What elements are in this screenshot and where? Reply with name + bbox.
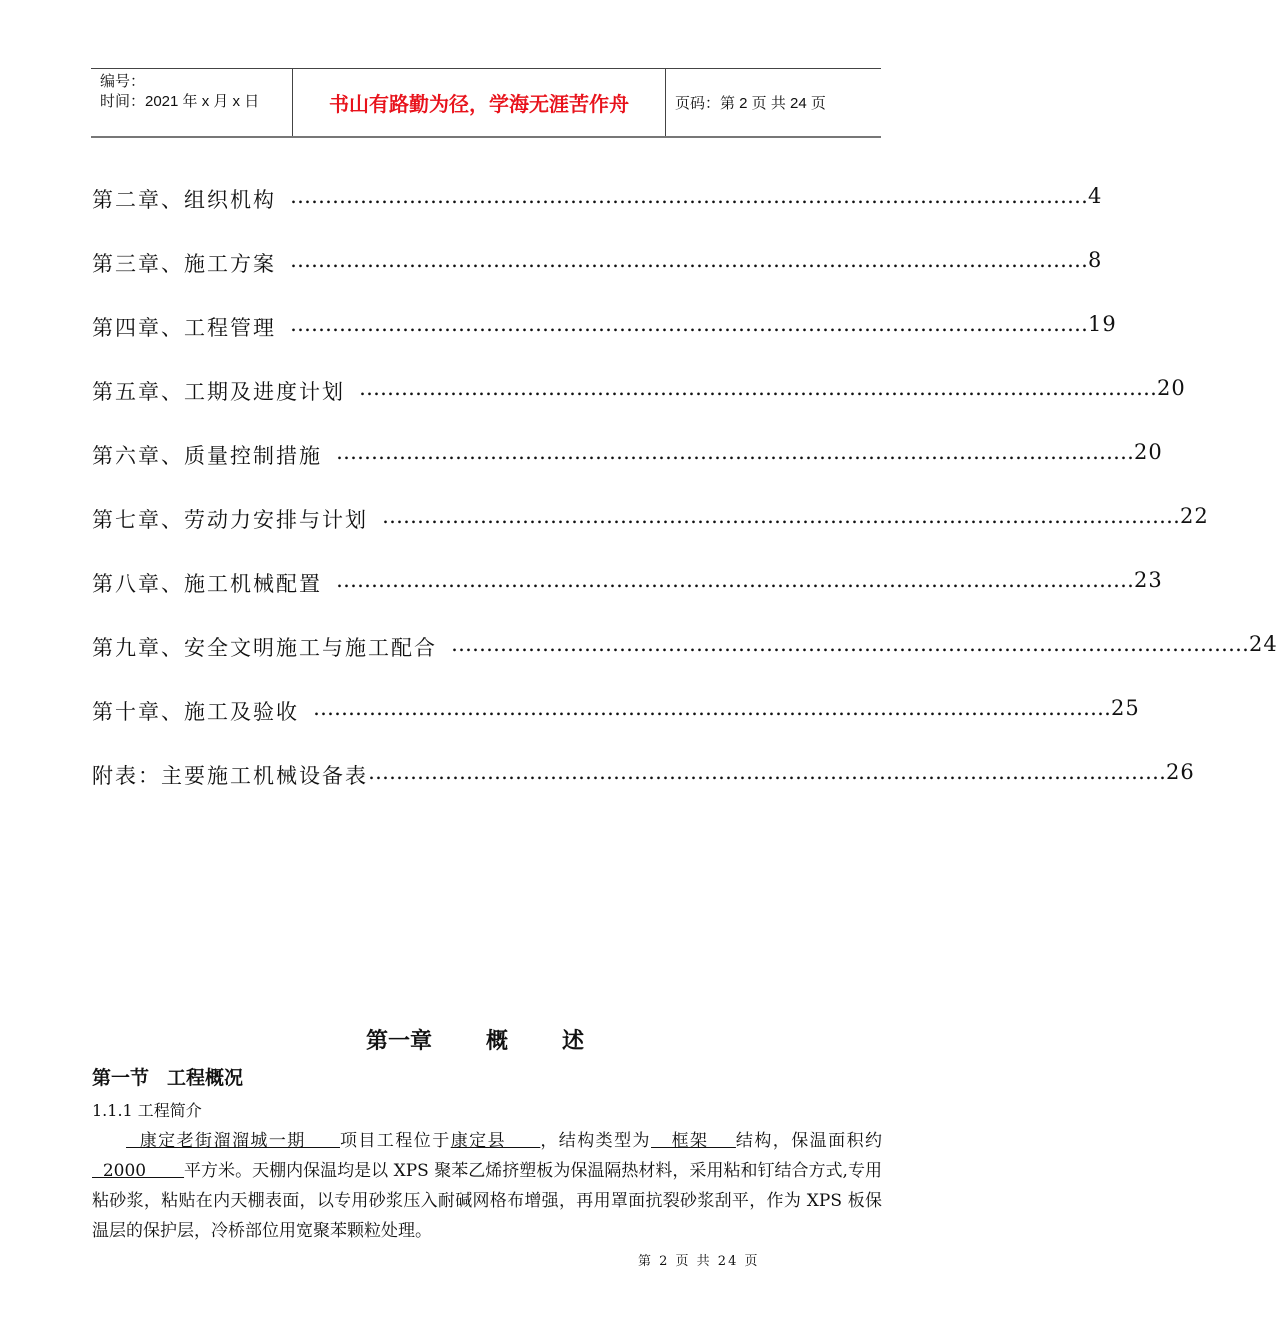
dot-leader: …………………………………………………………………………………………………… bbox=[336, 440, 1134, 464]
toc-entry[interactable] bbox=[92, 312, 1117, 376]
body-paragraph bbox=[92, 1126, 882, 1246]
toc-page: 22 bbox=[1180, 504, 1209, 528]
dot-leader: …………………………………………………………………………………………………… bbox=[368, 760, 1166, 784]
toc-entry[interactable] bbox=[92, 504, 1209, 568]
chapter-title-char: 述 bbox=[562, 1029, 585, 1054]
dot-leader: …………………………………………………………………………………………………… bbox=[290, 312, 1088, 336]
text: 平方米。天棚内保温均是以 XPS 聚苯乙烯挤塑板为保温隔热材料，采用粘和钉结合方式,专用粘砂浆，粘贴在内天棚表面，以专用砂浆压入耐碱网格布增强，再用罩面抗裂砂浆刮平，作为 XPS 板保温层的保护层，冷桥部位用宽聚苯颗粒处理。 bbox=[92, 1161, 882, 1241]
dot-leader: …………………………………………………………………………………………………… bbox=[313, 696, 1111, 720]
number-label: 编号： bbox=[100, 73, 146, 90]
page-footer: 第 2 页 共 24 页 bbox=[638, 1254, 760, 1269]
dot-leader: …………………………………………………………………………………………………… bbox=[336, 568, 1134, 592]
motto: 书山有路勤为径，学海无涯苦作舟 bbox=[293, 69, 666, 136]
toc-page: 26 bbox=[1166, 760, 1195, 784]
toc-page: 8 bbox=[1088, 248, 1103, 272]
toc-title: 附表：主要施工机械设备表 bbox=[92, 764, 368, 788]
toc-page: 20 bbox=[1157, 376, 1186, 400]
text: 项目工程位于 bbox=[340, 1131, 451, 1151]
toc-title: 第三章、施工方案 bbox=[92, 252, 276, 276]
toc-entry[interactable] bbox=[92, 376, 1186, 440]
location: 康定县 bbox=[450, 1131, 541, 1151]
toc-title: 第七章、劳动力安排与计划 bbox=[92, 508, 368, 532]
chapter-title-char: 概 bbox=[485, 1029, 508, 1054]
toc-page: 24 bbox=[1249, 632, 1278, 656]
section-title: 工程概况 bbox=[167, 1067, 244, 1089]
dot-leader: …………………………………………………………………………………………………… bbox=[451, 632, 1249, 656]
toc-title: 第二章、组织机构 bbox=[92, 188, 276, 212]
structure-type: 框架 bbox=[651, 1131, 736, 1151]
toc-page: 20 bbox=[1134, 440, 1163, 464]
toc-title: 第九章、安全文明施工与施工配合 bbox=[92, 636, 437, 660]
area: 2000 bbox=[92, 1161, 185, 1181]
toc-page: 25 bbox=[1111, 696, 1140, 720]
project-name: 康定老街溜溜城一期 bbox=[126, 1131, 340, 1151]
toc-page: 23 bbox=[1134, 568, 1163, 592]
text: ，结构类型为 bbox=[540, 1131, 652, 1151]
toc-title: 第五章、工期及进度计划 bbox=[92, 380, 345, 404]
page-header bbox=[91, 68, 881, 138]
toc-entry[interactable] bbox=[92, 248, 1103, 312]
toc-entry[interactable] bbox=[92, 184, 1103, 248]
chapter-heading bbox=[0, 1024, 950, 1055]
toc-entry[interactable] bbox=[92, 632, 1278, 696]
toc-title: 第八章、施工机械配置 bbox=[92, 572, 322, 596]
toc-page: 4 bbox=[1088, 184, 1103, 208]
toc-entry[interactable] bbox=[92, 760, 1195, 824]
text: 结构，保温面积约 bbox=[735, 1131, 883, 1151]
dot-leader: …………………………………………………………………………………………………… bbox=[290, 184, 1088, 208]
toc-title: 第六章、质量控制措施 bbox=[92, 444, 322, 468]
toc-title: 第十章、施工及验收 bbox=[92, 700, 299, 724]
header-info bbox=[91, 69, 293, 136]
dot-leader: …………………………………………………………………………………………………… bbox=[359, 376, 1157, 400]
dot-leader: …………………………………………………………………………………………………… bbox=[290, 248, 1088, 272]
dot-leader: …………………………………………………………………………………………………… bbox=[382, 504, 1180, 528]
section-heading bbox=[92, 1063, 243, 1090]
toc-entry[interactable] bbox=[92, 440, 1163, 504]
date-label: 时间：2021 年 x 月 x 日 bbox=[100, 93, 260, 110]
toc-entry[interactable] bbox=[92, 696, 1140, 760]
subsection-heading: 1.1.1 工程简介 bbox=[92, 1101, 202, 1120]
table-of-contents bbox=[92, 184, 1278, 824]
toc-title: 第四章、工程管理 bbox=[92, 316, 276, 340]
page-label: 页码：第 2 页 共 24 页 bbox=[675, 95, 826, 112]
toc-entry[interactable] bbox=[92, 568, 1163, 632]
section-number: 第一节 bbox=[92, 1067, 150, 1089]
toc-page: 19 bbox=[1088, 312, 1117, 336]
chapter-number: 第一章 bbox=[365, 1029, 432, 1054]
